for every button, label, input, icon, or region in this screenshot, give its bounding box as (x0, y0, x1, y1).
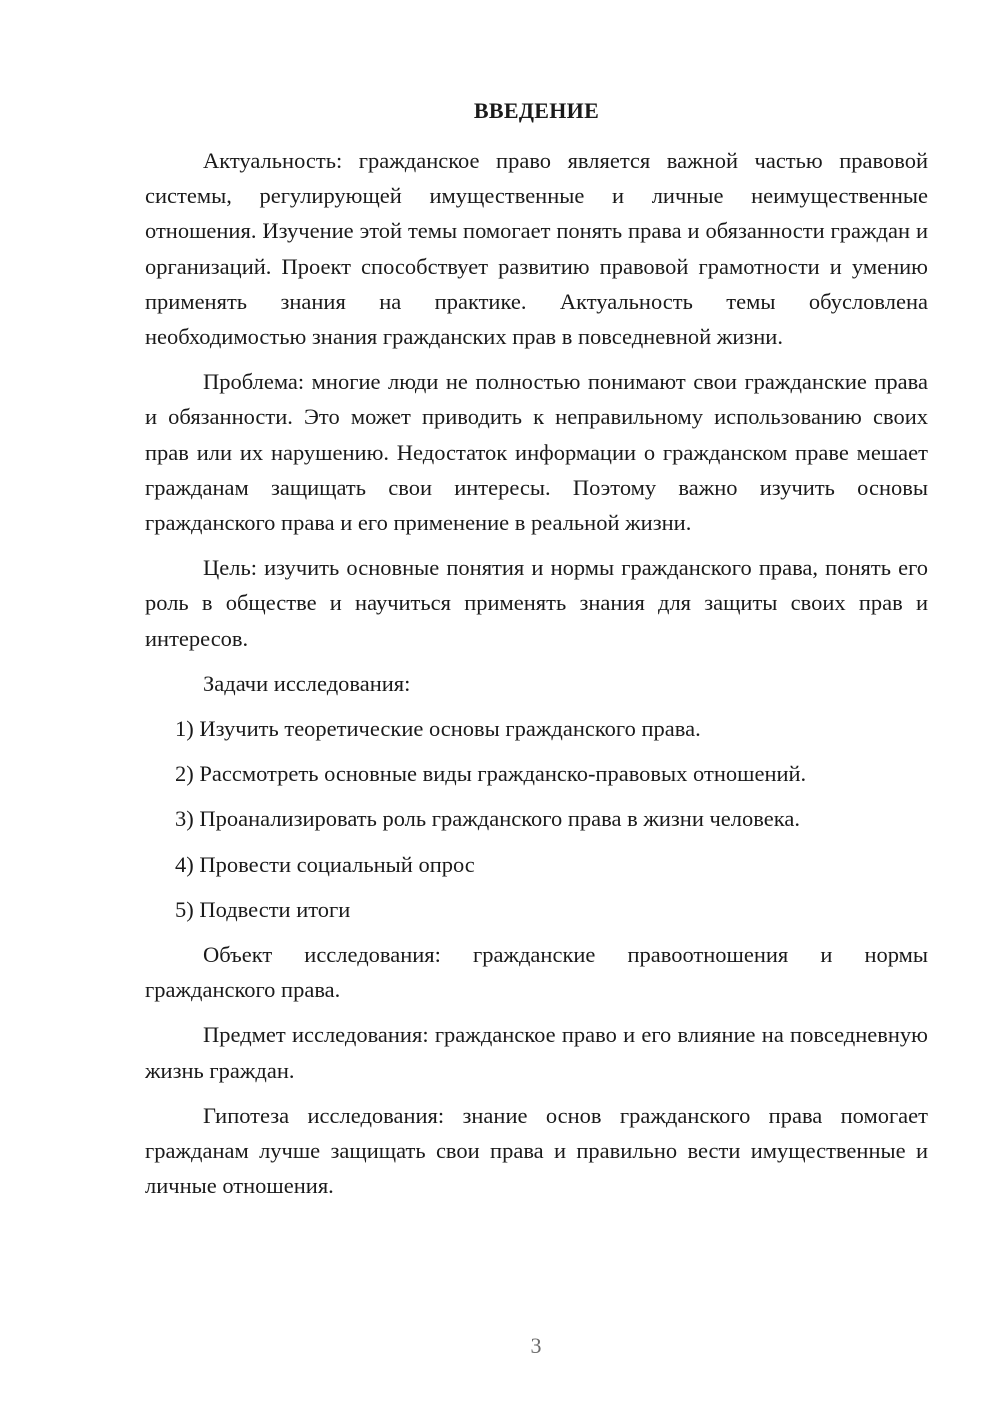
tasks-heading: Задачи исследования: (203, 670, 411, 696)
relevance-paragraph: Актуальность: гражданское право является важной частью правовой системы, регулирующей имущественные и личные неимущественные отношения. Изучение этой темы помогает понять права и обязанности граждан и организаций. Проект способствует развитию правовой грамотности и умению применять знания на практике. Актуальность темы обусловлена необходимостью знания гражданских прав в повседневной жизни. (145, 148, 928, 350)
problem-paragraph: Проблема: многие люди не полностью понимают свои гражданские права и обязанности. Это может приводить к неправильному использованию своих прав или их нарушению. Недостаток информации о гражданском праве мешает гражданам защищать свои интересы. Поэтому важно изучить основы гражданского права и его применение в реальной жизни. (145, 369, 928, 536)
tasks-list (145, 711, 928, 927)
task-item: 3) Проанализировать роль гражданского права в жизни человека. (175, 806, 800, 832)
subject-paragraph: Предмет исследования: гражданское право и его влияние на повседневную жизнь граждан. (145, 1022, 928, 1083)
goal-paragraph: Цель: изучить основные понятия и нормы гражданского права, понять его роль в обществе и научиться применять знания для защиты своих прав и интересов. (145, 555, 928, 651)
task-item: 2) Рассмотреть основные виды гражданско-правовых отношений. (175, 761, 807, 787)
task-item: 4) Провести социальный опрос (175, 851, 475, 877)
hypothesis-paragraph: Гипотеза исследования: знание основ гражданского права помогает гражданам лучше защищать свои права и правильно вести имущественные и личные отношения. (145, 1102, 928, 1199)
task-item: 1) Изучить теоретические основы гражданского права. (175, 716, 701, 742)
page-number: 3 (530, 1333, 542, 1358)
object-paragraph: Объект исследования: гражданские правоотношения и нормы гражданского права. (145, 942, 928, 1003)
document-body (145, 143, 928, 1213)
task-item: 5) Подвести итоги (175, 896, 351, 922)
page-title: ВВЕДЕНИЕ (473, 98, 600, 123)
